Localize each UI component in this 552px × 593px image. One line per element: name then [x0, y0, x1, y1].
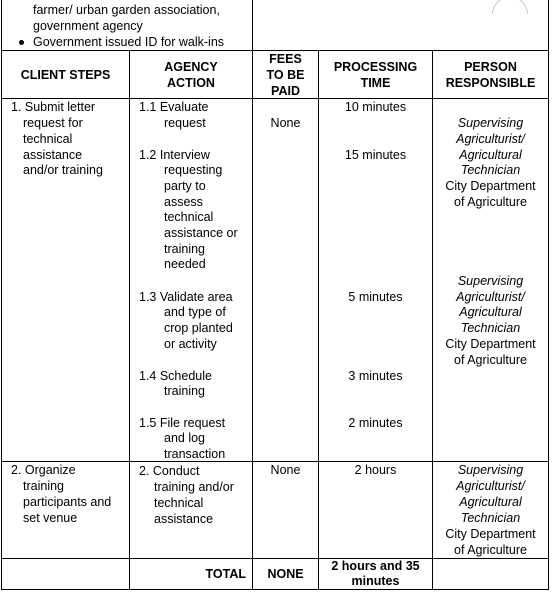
header-fees-2: TO BE — [266, 68, 305, 82]
action-1-2-line: party to — [164, 179, 206, 193]
action-1-2-line: training — [164, 242, 205, 256]
decorative-arc — [492, 0, 528, 14]
action-1-3-line: and type of — [164, 305, 226, 319]
step1-client-line: 1. Submit letter — [11, 100, 96, 114]
bullet-icon — [19, 40, 24, 45]
action-1-2-line: requesting — [164, 163, 223, 177]
action-1-3-line: crop planted — [164, 321, 233, 335]
total-time-line: minutes — [351, 574, 400, 588]
action-1-1-line: 1.1 Evaluate — [139, 100, 209, 114]
step1-fee: None — [270, 116, 301, 130]
person-2-line: Supervising — [457, 463, 524, 477]
header-agency-action-2: ACTION — [167, 76, 215, 90]
step2-client-line: set venue — [23, 511, 78, 525]
row-divider-step1-bottom — [1, 461, 549, 462]
person-2-line: City Department — [445, 527, 536, 541]
person-1a-line: Supervising — [457, 116, 524, 130]
header-person-responsible-2: RESPONSIBLE — [445, 76, 536, 90]
person-1a-line: City Department — [445, 179, 536, 193]
action-1-2-line: assistance or — [164, 226, 238, 240]
header-fees-1: FEES — [269, 52, 302, 66]
step2-action-line: 2. Conduct — [139, 464, 200, 478]
action-1-2-line: technical — [164, 210, 214, 224]
action-1-3-line: or activity — [164, 337, 217, 351]
header-processing-time-1: PROCESSING — [333, 60, 418, 74]
step2-action-line: technical — [154, 496, 204, 510]
step2-time: 2 hours — [354, 463, 397, 477]
action-1-3-line: 1.3 Validate area — [139, 290, 233, 304]
action-1-4-line: training — [164, 384, 205, 398]
step2-action-line: assistance — [154, 512, 214, 526]
action-1-2-line: 1.2 Interview — [139, 148, 210, 162]
header-person-responsible-1: PERSON — [464, 60, 517, 74]
person-1a-line: Technician — [460, 163, 521, 177]
action-1-4-line: 1.4 Schedule — [139, 369, 212, 383]
person-2-line: of Agriculture — [454, 543, 527, 557]
col-divider-1 — [129, 50, 130, 590]
step1-client-line: request for — [23, 116, 83, 130]
person-1b-line: Agriculturist/ — [456, 290, 525, 304]
total-time-line: 2 hours and 35 — [331, 559, 420, 573]
header-agency-action-1: AGENCY — [164, 60, 218, 74]
step2-action-line: training and/or — [154, 480, 234, 494]
intro-bullet-text: Government issued ID for walk-ins — [33, 35, 225, 49]
total-fee: NONE — [267, 567, 304, 581]
table-border-bottom — [1, 589, 549, 590]
step2-client-line: training — [23, 479, 64, 493]
person-2-line: Technician — [460, 511, 521, 525]
intro-line-1: farmer/ urban garden association, — [33, 3, 220, 17]
person-1a-line: Agriculturist/ — [456, 132, 525, 146]
action-1-5-line: 1.5 File request — [139, 416, 226, 430]
action-1-1-line: request — [164, 116, 206, 130]
person-1b-line: Agricultural — [459, 305, 522, 319]
header-client-steps: CLIENT STEPS — [20, 68, 111, 82]
time-1-3: 5 minutes — [348, 290, 403, 304]
action-1-5-line: and log — [164, 431, 206, 445]
time-1-5: 2 minutes — [348, 416, 403, 430]
intro-line-2: government agency — [33, 19, 143, 33]
person-2-line: Agricultural — [459, 495, 522, 509]
action-1-5-line: transaction — [164, 447, 226, 461]
time-1-2: 15 minutes — [344, 148, 407, 162]
step2-fee: None — [270, 463, 301, 477]
step1-client-line: and/or training — [23, 163, 103, 177]
step1-client-line: assistance — [23, 148, 83, 162]
time-1-4: 3 minutes — [348, 369, 403, 383]
total-label: TOTAL — [205, 567, 246, 581]
header-fees-3: PAID — [271, 84, 300, 98]
time-1-1: 10 minutes — [344, 100, 407, 114]
person-1b-line: City Department — [445, 337, 536, 351]
person-2-line: Agriculturist/ — [456, 479, 525, 493]
table-border-left — [1, 0, 2, 590]
person-1b-line: Technician — [460, 321, 521, 335]
person-1b-line: Supervising — [457, 274, 524, 288]
step1-client-line: technical — [23, 132, 73, 146]
step2-client-line: 2. Organize — [11, 463, 76, 477]
person-1a-line: of Agriculture — [454, 195, 527, 209]
step2-client-line: participants and — [23, 495, 112, 509]
person-1a-line: Agricultural — [459, 148, 522, 162]
table-border-right — [548, 0, 549, 590]
header-processing-time-2: TIME — [360, 76, 391, 90]
col-divider-3 — [318, 50, 319, 590]
person-1b-line: of Agriculture — [454, 353, 527, 367]
intro-column-divider — [252, 0, 253, 50]
action-1-2-line: needed — [164, 257, 206, 271]
action-1-2-line: assess — [164, 195, 203, 209]
